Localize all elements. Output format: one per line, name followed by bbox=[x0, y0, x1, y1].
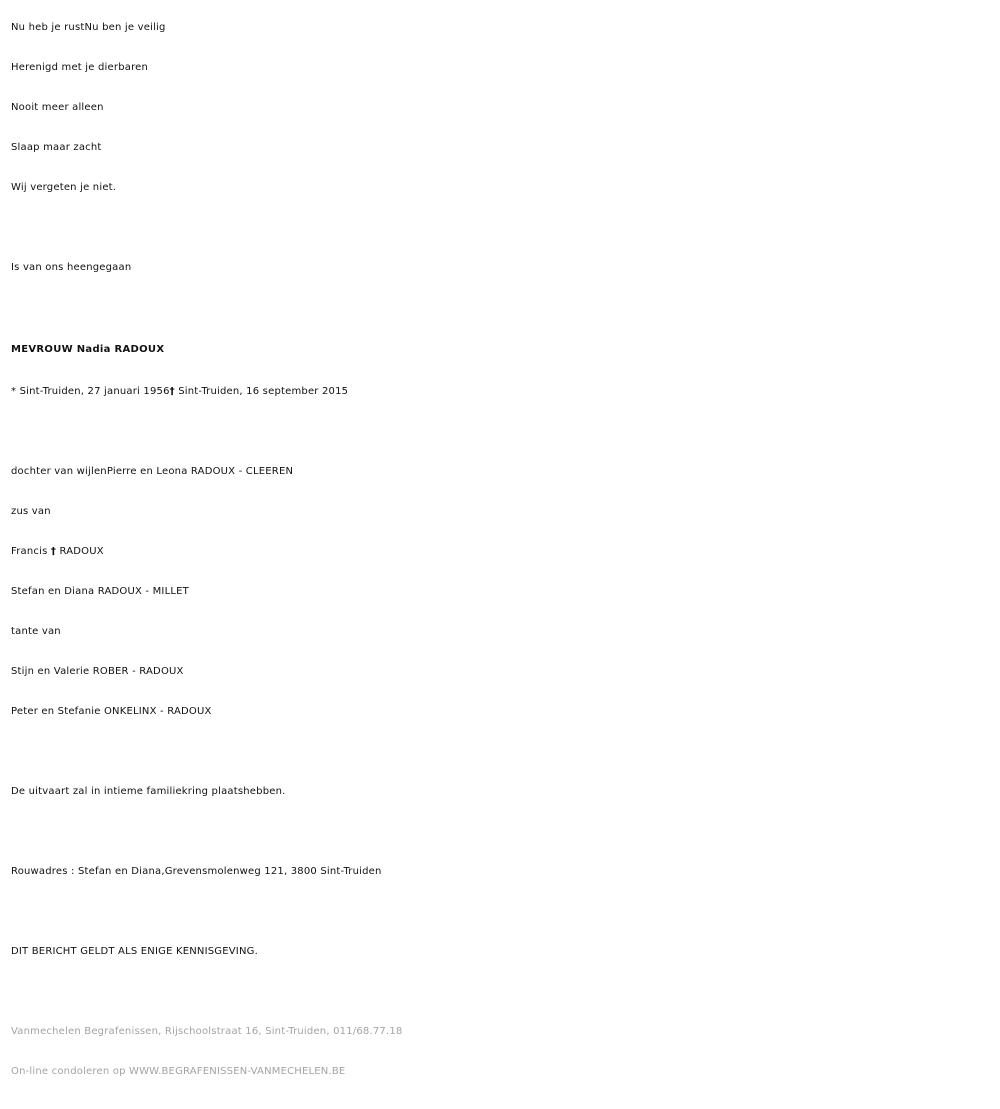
family-list bbox=[11, 452, 996, 732]
poem-line: Nu heb je rustNu ben je veilig bbox=[11, 22, 166, 33]
birth-date: * Sint-Truiden, 27 januari 1956 bbox=[11, 386, 170, 397]
life-dates bbox=[11, 372, 996, 412]
funeral-text: De uitvaart zal in intieme familiekring plaatshebben. bbox=[11, 786, 286, 797]
spacer bbox=[11, 972, 996, 1012]
sibling-1-last-name: RADOUX bbox=[56, 546, 104, 557]
poem-line: Herenigd met je dierbaren bbox=[11, 62, 149, 73]
aunt-of-label: tante van bbox=[11, 626, 61, 637]
mourning-address: Rouwadres : Stefan en Diana,Grevensmolenweg 121, 3800 Sint-Truiden bbox=[11, 866, 382, 877]
sister-of-label: zus van bbox=[11, 506, 51, 517]
cross-icon: † bbox=[169, 386, 175, 397]
deceased-name: MEVROUW Nadia RADOUX bbox=[11, 344, 165, 355]
intro-text: Is van ons heengegaan bbox=[11, 262, 132, 273]
poem bbox=[11, 8, 996, 208]
sibling-2: Stefan en Diana RADOUX - MILLET bbox=[11, 586, 189, 597]
poem-line: Slaap maar zacht bbox=[11, 142, 102, 153]
spacer bbox=[11, 208, 996, 248]
poem-line: Nooit meer alleen bbox=[11, 102, 104, 113]
spacer bbox=[11, 812, 996, 852]
spacer bbox=[11, 412, 996, 452]
spacer bbox=[11, 892, 996, 932]
poem-line: Wij vergeten je niet. bbox=[11, 182, 117, 193]
undertaker-info: Vanmechelen Begrafenissen, Rijschoolstraat 16, Sint-Truiden, 011/68.77.18 bbox=[11, 1026, 403, 1037]
cross-icon: † bbox=[50, 546, 57, 557]
nephew-2: Peter en Stefanie ONKELINX - RADOUX bbox=[11, 706, 212, 717]
sibling-1 bbox=[11, 532, 996, 572]
obituary-notice bbox=[11, 8, 996, 1092]
death-date: Sint-Truiden, 16 september 2015 bbox=[174, 386, 349, 397]
sibling-1-first-name: Francis bbox=[11, 546, 51, 557]
spacer bbox=[11, 288, 996, 328]
spacer bbox=[11, 732, 996, 772]
daughter-of: dochter van wijlenPierre en Leona RADOUX - CLEEREN bbox=[11, 466, 294, 477]
nephew-1: Stijn en Valerie ROBER - RADOUX bbox=[11, 666, 184, 677]
notice-text: DIT BERICHT GELDT ALS ENIGE KENNISGEVING. bbox=[11, 946, 258, 957]
condolences-info: On-line condoleren op WWW.BEGRAFENISSEN-VANMECHELEN.BE bbox=[11, 1066, 346, 1077]
